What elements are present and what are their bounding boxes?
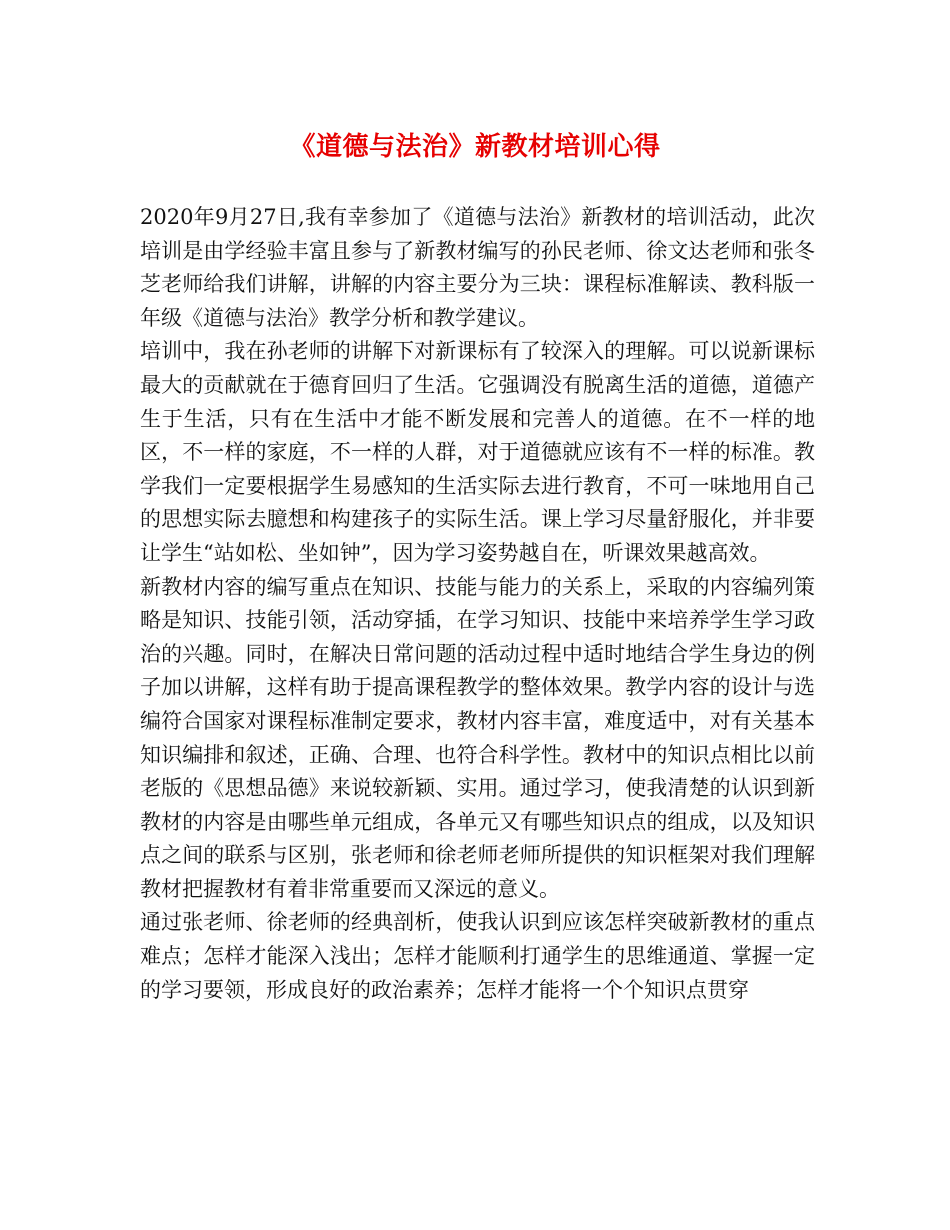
paragraph-2: 培训中，我在孙老师的讲解下对新课标有了较深入的理解。可以说新课标最大的贡献就在于德育回归了生活。它强调没有脱离生活的道德，道德产生于生活，只有在生活中才能不断发展和完善人的道德。在不一样的地区，不一样的家庭，不一样的人群，对于道德就应该有不一样的标准。教学我们一定要根据学生易感知的生活实际去进行教育，不可一味地用自己的思想实际去臆想和构建孩子的实际生活。课上学习尽量舒服化，并非要让学生“站如松、坐如钟”，因为学习姿势越自在，听课效果越高效。 <box>140 339 815 565</box>
document-title: 《道德与法治》新教材培训心得 <box>289 132 661 162</box>
paragraph-4: 通过张老师、徐老师的经典剖析，使我认识到应该怎样突破新教材的重点难点；怎样才能深入浅出；怎样才能顺利打通学生的思维通道、掌握一定的学习要领，形成良好的政治素养；怎样才能将一个个知识点贯穿 <box>140 910 815 1002</box>
document-body <box>140 201 815 1007</box>
paragraph-3: 新教材内容的编写重点在知识、技能与能力的关系上，采取的内容编列策略是知识、技能引领，活动穿插，在学习知识、技能中来培养学生学习政治的兴趣。同时，在解决日常问题的活动过程中适时地结合学生身边的例子加以讲解，这样有助于提高课程教学的整体效果。教学内容的设计与选编符合国家对课程标准制定要求，教材内容丰富，难度适中，对有关基本知识编排和叙述，正确、合理、也符合科学性。教材中的知识点相比以前老版的《思想品德》来说较新颖、实用。通过学习，使我清楚的认识到新教材的内容是由哪些单元组成，各单元又有哪些知识点的组成，以及知识点之间的联系与区别，张老师和徐老师老师所提供的知识框架对我们理解教材把握教材有着非常重要而又深远的意义。 <box>140 574 815 901</box>
paragraph-1: 2020年9月27日,我有幸参加了《道德与法治》新教材的培训活动，此次培训是由学经验丰富且参与了新教材编写的孙民老师、徐文达老师和张冬芝老师给我们讲解，讲解的内容主要分为三块：课程标准解读、教科版一年级《道德与法治》教学分析和教学建议。 <box>140 205 815 330</box>
